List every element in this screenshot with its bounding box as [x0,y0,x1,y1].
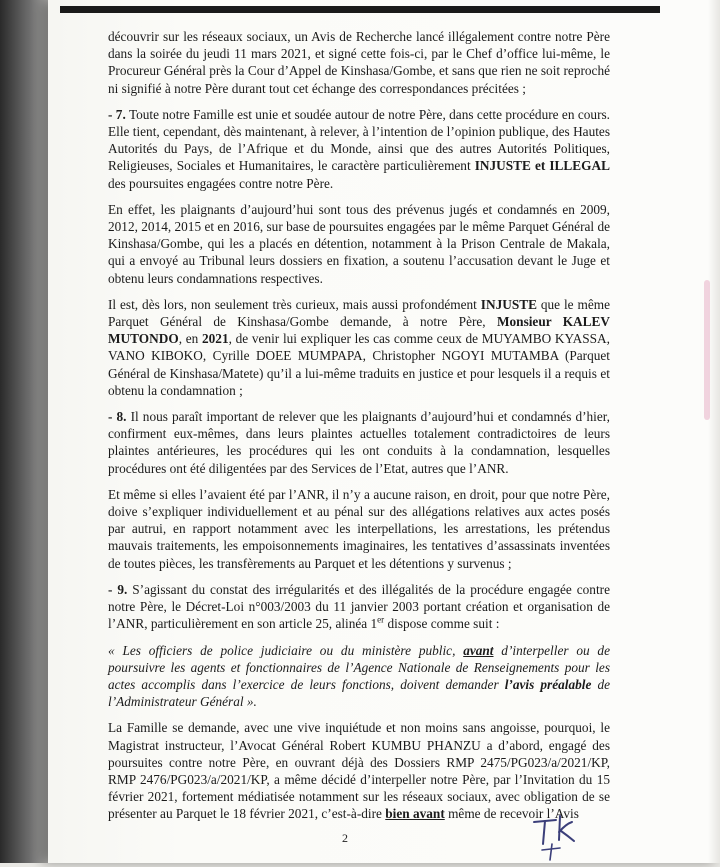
paragraph-p3-text: En effet, les plaignants d’aujourd’hui sont tous des prévenus jugés et condamnés en 2009, 2012, 2014, 2015 et en 2016, sur base de poursuites engagées par le même Parquet Général de Kinshasa/Gombe, qui les a placés en détention, notamment à la Prison Centrale de Makala, qui a envoyé au Tribunal leurs dossiers en fixation, a soutenu l’accusation devant le Juge et obtenu leurs condamnations respectives. [108,201,610,286]
paragraph-p9 [108,719,610,822]
paragraph-p8 [108,642,610,711]
paragraph-p2-text: Toute notre Famille est unie et soudée autour de notre Père, dans cette procédure en cours. Elle tient, cependant, dès maintenant, à relever, à l’intention de l’opinion publique, des Hautes Autorités du Pays, de l’Afrique et du Monde, ainsi que des autres Autorités Politiques, Religieuses, Sociales et Humanitaires, le caractère particulièrement [108,106,610,174]
paragraph-p8-text: de l’Administrateur Général ». [108,676,610,710]
page-right-edge [708,0,720,863]
paragraph-p7 [108,581,610,633]
page-number: 2 [342,831,348,845]
paragraph-p4-text: , en [178,331,202,347]
paragraph-p5-text: Il nous paraît important de relever que les plaignants d’aujourd’hui et condamnés d’hier, confirment eux-mêmes, dans leurs plaintes actuelles totalement contradictoires de leurs plaintes antérieures, les procédures qui les ont conduits à la condamnation, lesquelles procédures ont été diligentées par des Services de l’Etat, autres que l’ANR. [108,409,610,476]
paragraph-p7-text: - 9. [108,581,128,597]
paragraph-p5 [108,408,610,477]
paragraph-p9-text: bien avant [385,806,445,822]
paragraph-p7-text: S’agissant du constat des irrégularités et des illégalités de la procédure engagée contre notre Père, le Décret-Loi n°003/2003 du 11 janvier 2003 portant création et organisation de l’ANR, particulièrement en son article 25, alinéa 1 [108,581,610,632]
paragraph-p3 [108,201,610,287]
paragraph-p4-text: , de venir lui expliquer les cas comme ceux de MUYAMBO KYASSA, VANO KIBOKO, Cyrille DOEE MUMPAPA, Christopher NGOYI MUTAMBA (Parquet Général de Kinshasa/Matete) qu’il a lui-même traduits en justice et pour lesquels il a requis et obtenu la condamnation ; [108,331,610,398]
paragraph-p9-text: La Famille se demande, avec une vive inquiétude et non moins sans angoisse, pourquoi, le Magistrat instructeur, l’Avocat Général Robert KUMBU PHANZU a d’abord, engagé des poursuites contre notre Père, en ouvrant déjà des Dossiers RMP 2475/PG023/a/2021/KP, RMP 2476/PG023/a/2021/KP, a même décidé d’interpeller notre Père, par l’Invitation du 15 février 2021, fortement médiatisée notamment sur les réseaux sociaux, avec obligation de se présenter au Parquet le 18 février 2021, c’est-à-dire [108,720,610,822]
paragraph-p4 [108,296,610,399]
paragraph-p4-text: Monsieur KALEV MUTONDO [108,314,611,347]
signature-initials-icon [530,810,590,862]
paragraph-p8-text: avant [463,642,494,658]
top-border-rule [60,6,660,13]
paragraph-p8-text: « Les officiers de police judiciaire ou du ministère public, [108,642,464,658]
paragraph-p4-text: que le même Parquet Général de Kinshasa/Gombe demande, à notre Père, [108,296,610,330]
paragraph-p2 [108,106,610,192]
document-body [108,28,610,832]
paragraph-p4-text: 2021 [202,331,229,347]
paragraph-p7-text: dispose comme suit : [384,616,500,632]
paragraph-p7-text: er [377,614,385,625]
paragraph-p4-text: Il est, dès lors, non seulement très curieux, mais aussi profondément [108,296,481,312]
paragraph-p6 [108,486,610,572]
paragraph-p8-text: d’interpeller ou de poursuivre les agents et fonctionnaires de l’Agence Nationale de Renseignements pour les actes accomplis dans l’exercice de leurs fonctions, doivent demander [108,642,610,692]
paragraph-p8-text: l’avis préalable [504,676,592,692]
paragraph-p2-text: INJUSTE et ILLEGAL [474,158,610,174]
paragraph-p1-text: découvrir sur les réseaux sociaux, un Avis de Recherche lancé illégalement contre notre Père dans la soirée du jeudi 11 mars 2021, et signé cette fois-ci, par le Chef d’office lui-même, le Procureur Général près la Cour d’Appel de Kinshasa/Gombe, et sans que rien ne soit reproché ni signifié à notre Père durant tout cet échange des correspondances précitées ; [108,29,610,96]
paragraph-p9-text: même de recevoir l’Avis [444,806,579,822]
paragraph-p1 [108,28,610,97]
paragraph-p5-text: - 8. [108,409,127,425]
paragraph-p6-text: Et même si elles l’avaient été par l’ANR, il n’y a aucune raison, en droit, pour que notre Père, doive s’expliquer individuellement et au pénal sur des allégations relatives aux actes posés par autrui, en rapport notamment avec les interpellations, les arrestations, les prétendus mauvais traitements, les empoisonnements imaginaires, les tentatives d’assassinats inventées de toutes pièces, les transfèrements au Parquet et les détentions y survenus ; [108,486,610,571]
paragraph-p2-text: - 7. [108,106,126,122]
scan-edge-mark [704,280,710,420]
handwritten-initials [530,810,590,862]
paragraph-p2-text: des poursuites engagées contre notre Père. [108,175,334,191]
paragraph-p4-text: INJUSTE [480,296,537,312]
